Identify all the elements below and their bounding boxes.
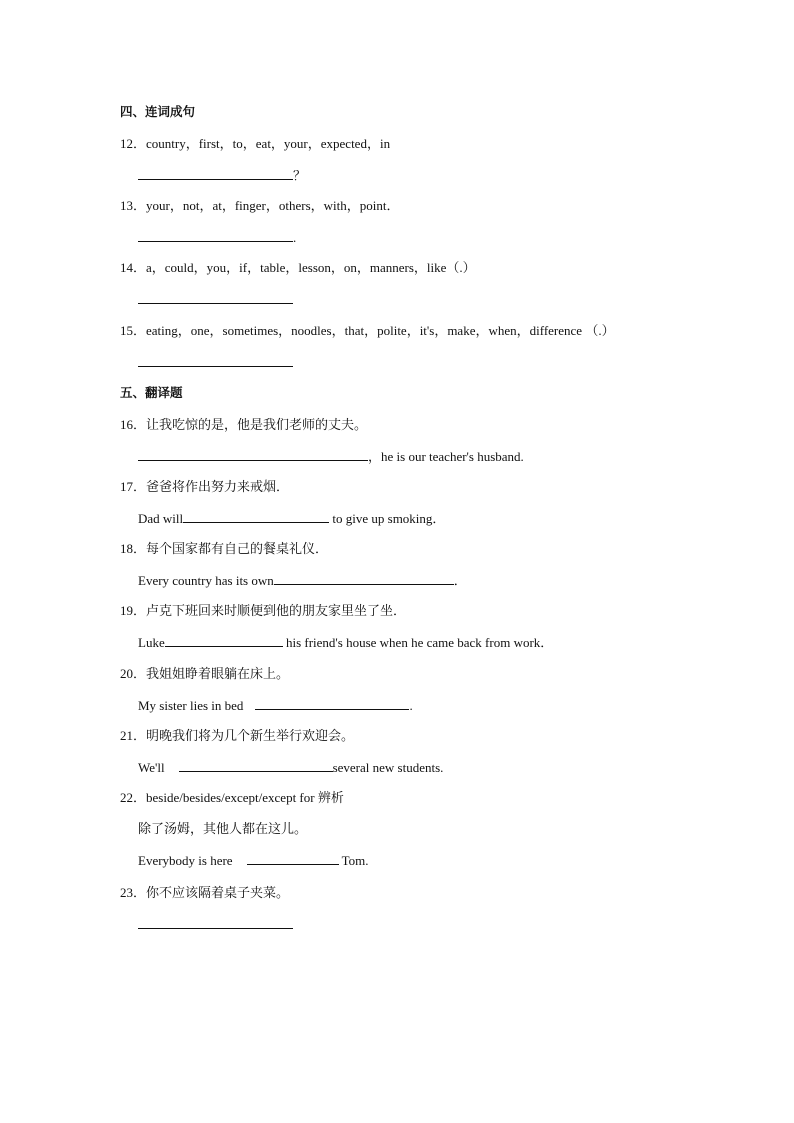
answer-line-17	[138, 510, 445, 527]
question-18	[120, 541, 328, 558]
question-number: 15．	[120, 323, 147, 338]
sentence-before: Dad will	[138, 511, 184, 526]
answer-blank[interactable]	[255, 697, 409, 710]
question-15	[120, 323, 615, 339]
chinese-prompt: 你不应该隔着桌子夹菜。	[146, 886, 290, 901]
question-number: 21．	[120, 728, 147, 743]
question-number: 13．	[120, 198, 147, 213]
answer-blank[interactable]	[183, 510, 329, 523]
chinese-prompt: 明晚我们将为几个新生举行欢迎会。	[146, 729, 355, 744]
answer-line-23	[138, 916, 293, 933]
question-number: 14．	[120, 260, 147, 275]
chinese-prompt: 除了汤姆，其他人都在这儿。	[138, 822, 308, 837]
sentence-after: ，he is our teacher's husband.	[368, 449, 524, 464]
answer-blank[interactable]	[274, 572, 454, 585]
answer-line-14	[138, 291, 293, 308]
word-list: your，not，at，finger，others，with，point．	[146, 198, 400, 213]
sentence-before: Every country has its own	[138, 573, 274, 588]
answer-blank[interactable]	[138, 354, 293, 367]
section-heading-translation: 五、翻译题	[120, 385, 183, 400]
answer-line-12	[138, 167, 306, 184]
answer-line-22	[138, 852, 369, 869]
answer-line-16	[138, 448, 524, 465]
answer-blank[interactable]	[138, 291, 293, 304]
sentence-before: Everybody is here	[138, 853, 233, 868]
sentence-after: to give up smoking．	[329, 511, 446, 526]
question-17	[120, 479, 289, 496]
question-number: 18．	[120, 541, 147, 556]
answer-blank[interactable]	[138, 916, 293, 929]
answer-blank[interactable]	[247, 852, 339, 865]
answer-blank[interactable]	[138, 448, 368, 461]
question-12	[120, 136, 390, 152]
question-19	[120, 603, 406, 620]
sentence-after: several new students.	[332, 760, 444, 775]
question-16	[120, 417, 367, 434]
question-22	[120, 790, 344, 806]
question-number: 19．	[120, 603, 147, 618]
answer-blank[interactable]	[138, 229, 293, 242]
question-23	[120, 885, 289, 902]
sentence-after: .	[409, 698, 413, 713]
answer-line-20	[138, 697, 413, 714]
question-21	[120, 728, 354, 745]
word-list: country，first，to，eat，your，expected，in	[146, 136, 391, 151]
question-number: 17．	[120, 479, 147, 494]
sentence-before: We'll	[138, 760, 165, 775]
question-title: beside/besides/except/except for 辨析	[146, 790, 344, 805]
answer-blank[interactable]	[165, 634, 283, 647]
sentence-after: Tom.	[338, 853, 369, 868]
chinese-prompt: 我姐姐睁着眼躺在床上。	[146, 667, 290, 682]
answer-line-19	[138, 634, 553, 651]
end-punctuation: ？	[293, 168, 307, 183]
chinese-prompt: 让我吃惊的是，他是我们老师的丈夫。	[146, 418, 368, 433]
question-number: 23．	[120, 885, 147, 900]
question-number: 20．	[120, 666, 147, 681]
answer-line-13	[138, 229, 296, 246]
answer-line-15	[138, 354, 293, 371]
word-list: eating，one，sometimes，noodles，that，polite，it's，make，when，difference （.）	[146, 323, 615, 338]
answer-blank[interactable]	[138, 167, 293, 180]
answer-blank[interactable]	[179, 759, 333, 772]
sentence-after: his friend's house when he came back from work．	[282, 635, 554, 650]
end-punctuation: .	[293, 230, 297, 245]
chinese-prompt: 爸爸将作出努力来戒烟．	[146, 480, 290, 495]
sentence-before: My sister lies in bed	[138, 698, 244, 713]
answer-line-21	[138, 759, 443, 776]
question-22-prompt	[138, 821, 307, 838]
question-number: 22．	[120, 790, 147, 805]
sentence-before: Luke	[138, 635, 165, 650]
question-number: 16．	[120, 417, 147, 432]
question-13	[120, 198, 399, 214]
chinese-prompt: 每个国家都有自己的餐桌礼仪．	[146, 542, 329, 557]
answer-line-18	[138, 572, 467, 589]
question-14	[120, 260, 476, 276]
section-heading-sentence-building: 四、连词成句	[120, 104, 196, 119]
sentence-after: ．	[453, 573, 467, 588]
word-list: a，could，you，if，table，lesson，on，manners，like（.）	[146, 260, 476, 275]
chinese-prompt: 卢克下班回来时顺便到他的朋友家里坐了坐．	[146, 604, 407, 619]
question-20	[120, 666, 289, 683]
question-number: 12．	[120, 136, 147, 151]
